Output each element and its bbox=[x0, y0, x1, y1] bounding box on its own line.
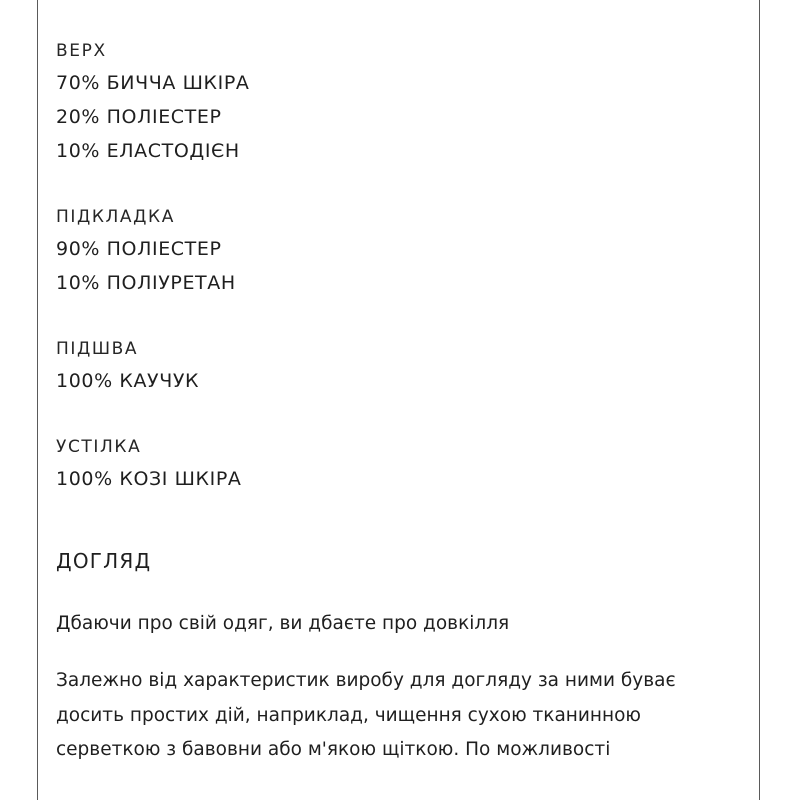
section-spacer bbox=[56, 168, 739, 202]
composition-section-sole bbox=[56, 334, 739, 398]
care-instructions-line: Залежно від характеристик виробу для догляду за ними буває bbox=[56, 670, 676, 691]
section-heading-lining: ПІДКЛАДКА bbox=[56, 207, 175, 227]
care-title: ДОГЛЯД bbox=[56, 549, 152, 573]
care-tagline: Дбаючи про свій одяг, ви дбаєте про довкілля bbox=[56, 613, 510, 634]
care-instructions-line: серветкою з бавовни або м'якою щіткою. По можливості bbox=[56, 739, 611, 760]
product-details-panel bbox=[37, 0, 760, 800]
section-heading-sole: ПІДШВА bbox=[56, 339, 139, 359]
section-heading-insole: УСТІЛКА bbox=[56, 437, 142, 457]
material-line: 70% БИЧЧА ШКІРА bbox=[56, 72, 250, 94]
material-line: 100% КАУЧУК bbox=[56, 370, 200, 392]
care-instructions-line: досить простих дій, наприклад, чищення сухою тканинною bbox=[56, 704, 642, 726]
material-line: 90% ПОЛІЕСТЕР bbox=[56, 238, 222, 260]
material-line: 20% ПОЛІЕСТЕР bbox=[56, 106, 222, 128]
material-line: 10% ПОЛІУРЕТАН bbox=[56, 272, 236, 294]
section-spacer bbox=[56, 398, 739, 432]
section-heading-upper: ВЕРХ bbox=[56, 41, 107, 61]
composition-section-insole bbox=[56, 432, 739, 496]
material-line: 10% ЕЛАСТОДІЄН bbox=[56, 140, 240, 162]
composition-section-upper bbox=[56, 36, 739, 168]
section-spacer bbox=[56, 300, 739, 334]
composition-section-lining bbox=[56, 202, 739, 300]
care-instructions bbox=[56, 664, 739, 768]
material-line: 100% КОЗІ ШКІРА bbox=[56, 468, 242, 490]
product-details-content bbox=[56, 36, 739, 768]
